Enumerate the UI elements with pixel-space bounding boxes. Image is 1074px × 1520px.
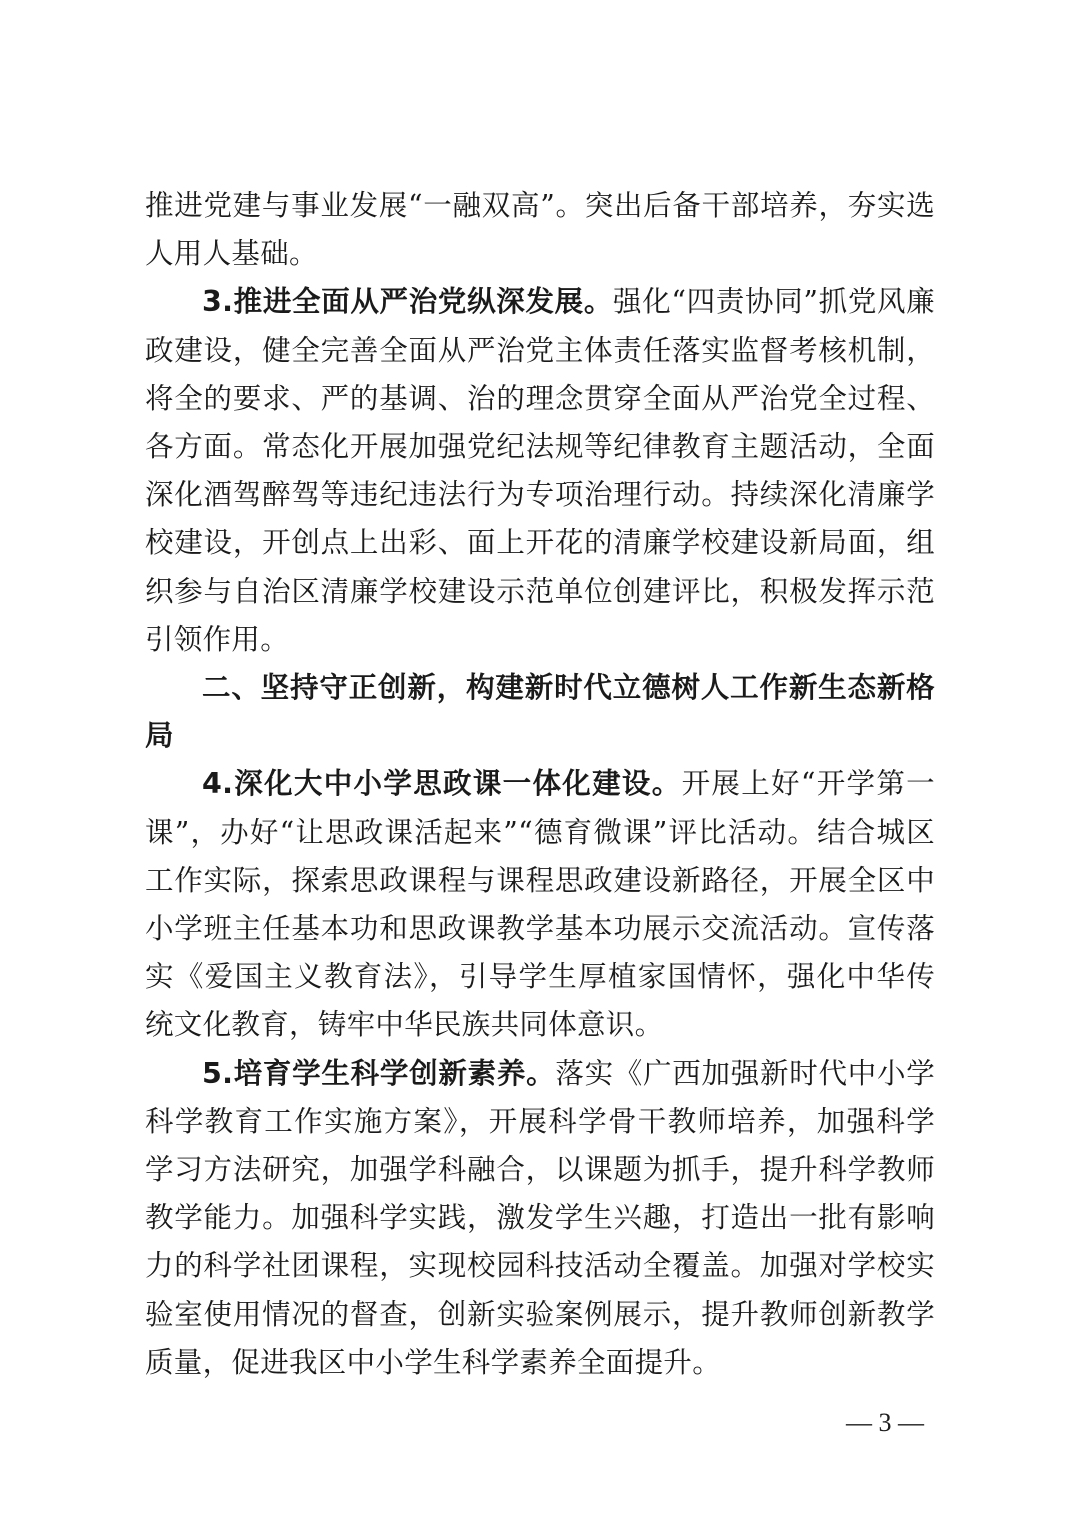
paragraph-item-4	[145, 760, 935, 1049]
item-4-title: 4.深化大中小学思政课一体化建设。	[202, 767, 682, 801]
page-number: — 3 —	[846, 1408, 924, 1437]
section-heading-2: 二、坚持守正创新，构建新时代立德树人工作新生态新格局	[145, 671, 935, 753]
paragraph-text: 推进党建与事业发展“一融双高”。突出后备干部培养，夯实选人用人基础。	[145, 189, 935, 271]
paragraph-continuation	[145, 182, 935, 278]
document-body	[145, 182, 935, 1387]
paragraph-item-3	[145, 278, 935, 664]
item-3-title: 3.推进全面从严治党纵深发展。	[202, 285, 614, 319]
item-5-title: 5.培育学生科学创新素养。	[202, 1056, 556, 1090]
item-3-text: 强化“四责协同”抓党风廉政建设，健全完善全面从严治党主体责任落实监督考核机制，将全的要求、严的基调、治的理念贯穿全面从严治党全过程、各方面。常态化开展加强党纪法规等纪律教育主题活动，全面深化酒驾醉驾等违纪违法行为专项治理行动。持续深化清廉学校建设，开创点上出彩、面上开花的清廉学校建设新局面，组织参与自治区清廉学校建设示范单位创建评比，积极发挥示范引领作用。	[145, 285, 935, 656]
item-5-text: 落实《广西加强新时代中小学科学教育工作实施方案》，开展科学骨干教师培养，加强科学学习方法研究，加强学科融合，以课题为抓手，提升科学教师教学能力。加强科学实践，激发学生兴趣，打造出一批有影响力的科学社团课程，实现校园科技活动全覆盖。加强对学校实验室使用情况的督查，创新实验案例展示，提升教师创新教学质量，促进我区中小学生科学素养全面提升。	[145, 1056, 935, 1379]
item-4-text: 开展上好“开学第一课”，办好“让思政课活起来”“德育微课”评比活动。结合城区工作实际，探索思政课程与课程思政建设新路径，开展全区中小学班主任基本功和思政课教学基本功展示交流活动。宣传落实《爱国主义教育法》，引导学生厚植家国情怀，强化中华传统文化教育，铸牢中华民族共同体意识。	[145, 767, 935, 1042]
paragraph-item-5	[145, 1050, 935, 1387]
